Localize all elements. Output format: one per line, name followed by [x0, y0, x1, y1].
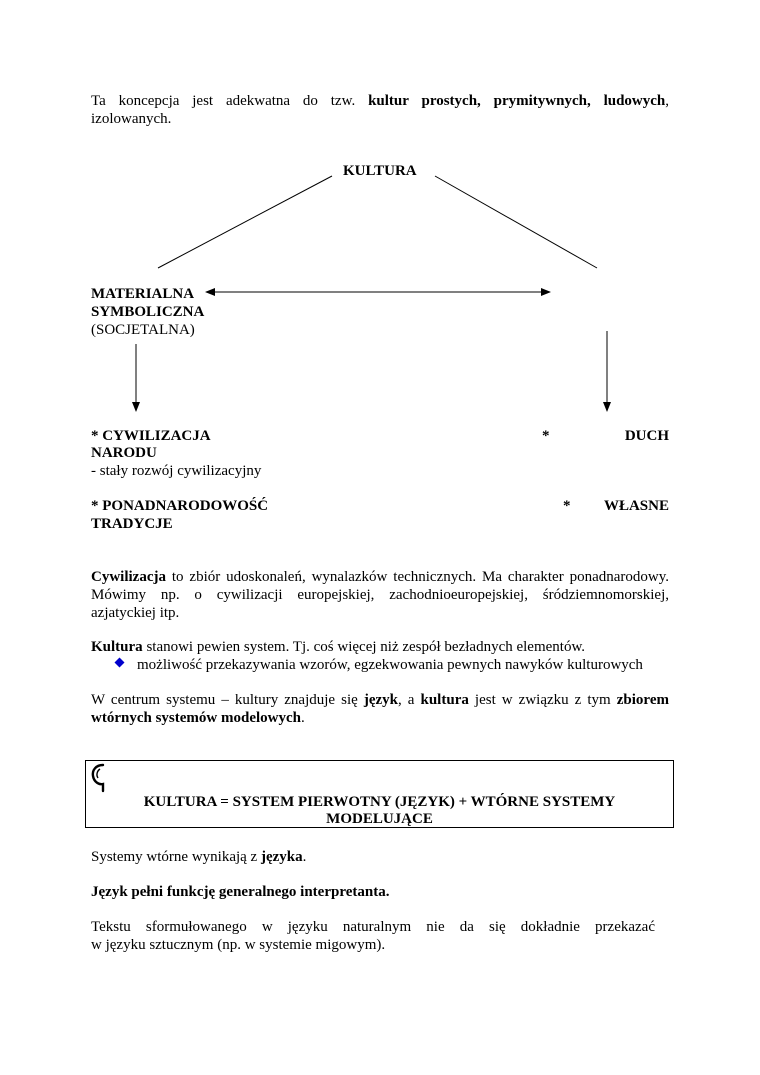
intro-line-1: Ta koncepcja jest adekwatna do tzw. kultur prostych, prymitywnych, ludowych, [91, 93, 670, 109]
diagram-top-kultura: KULTURA [343, 163, 417, 179]
paragraph-mark-icon [90, 763, 108, 793]
row1-cywilizacja: * CYWILIZACJA [91, 428, 211, 444]
row1-narodu: NARODU [91, 445, 157, 461]
diagram-socjetalna: (SOCJETALNA) [91, 322, 195, 338]
row2-tradycje: TRADYCJE [91, 516, 173, 532]
diamond-bullet-icon [114, 657, 125, 668]
tekst-line-1: Tekstu sformułowanego w języku naturalnym nie da się dokładnie przekazać [91, 919, 655, 935]
diagram-materialna: MATERIALNA [91, 286, 195, 302]
cywilizacja-line-1: Cywilizacja to zbiór udoskonaleń, wynalazków technicznych. Ma charakter ponadnarodowy. [91, 569, 669, 585]
centrum-line-2: wtórnych systemów modelowych. [91, 710, 305, 726]
cywilizacja-line-3: azjatyckiej itp. [91, 605, 180, 621]
row2-wlasne: WŁASNE [603, 498, 669, 514]
formula-text [86, 794, 673, 828]
formula-line-1: KULTURA = SYSTEM PIERWOTNY (JĘZYK) + WTÓRNE SYSTEMY [143, 794, 616, 810]
culture-diagram [0, 0, 760, 430]
kultura-bullet-text: możliwość przekazywania wzorów, egzekwowania pewnych nawyków kulturowych [137, 657, 643, 673]
cywilizacja-line-2: Mówimy np. o cywilizacji europejskiej, zachodnioeuropejskiej, śródziemnomorskiej, [91, 587, 669, 603]
right-branch-line [435, 176, 597, 268]
jezyk-line: Język pełni funkcję generalnego interpretanta. [91, 884, 390, 900]
systemy-line: Systemy wtórne wynikają z języka. [91, 849, 307, 865]
row2-star: * [563, 498, 571, 514]
row1-sub: - stały rozwój cywilizacyjny [91, 463, 262, 479]
left-branch-line [158, 176, 332, 268]
row2-ponadnarodowosc: * PONADNARODOWOŚĆ [91, 498, 269, 514]
tekst-line-2: w języku sztucznym (np. w systemie migowym). [91, 937, 386, 953]
formula-box [85, 760, 674, 828]
formula-line-2: MODELUJĄCE [326, 811, 433, 827]
intro-line-2: izolowanych. [91, 111, 172, 127]
kultura-line-1: Kultura stanowi pewien system. Tj. coś więcej niż zespół bezładnych elementów. [91, 639, 586, 655]
row1-duch: DUCH [624, 428, 669, 444]
centrum-line-1: W centrum systemu – kultury znajduje się język, a kultura jest w związku z tym zbiorem [91, 692, 669, 708]
diagram-symboliczna: SYMBOLICZNA [91, 304, 205, 320]
row1-star: * [542, 428, 550, 444]
